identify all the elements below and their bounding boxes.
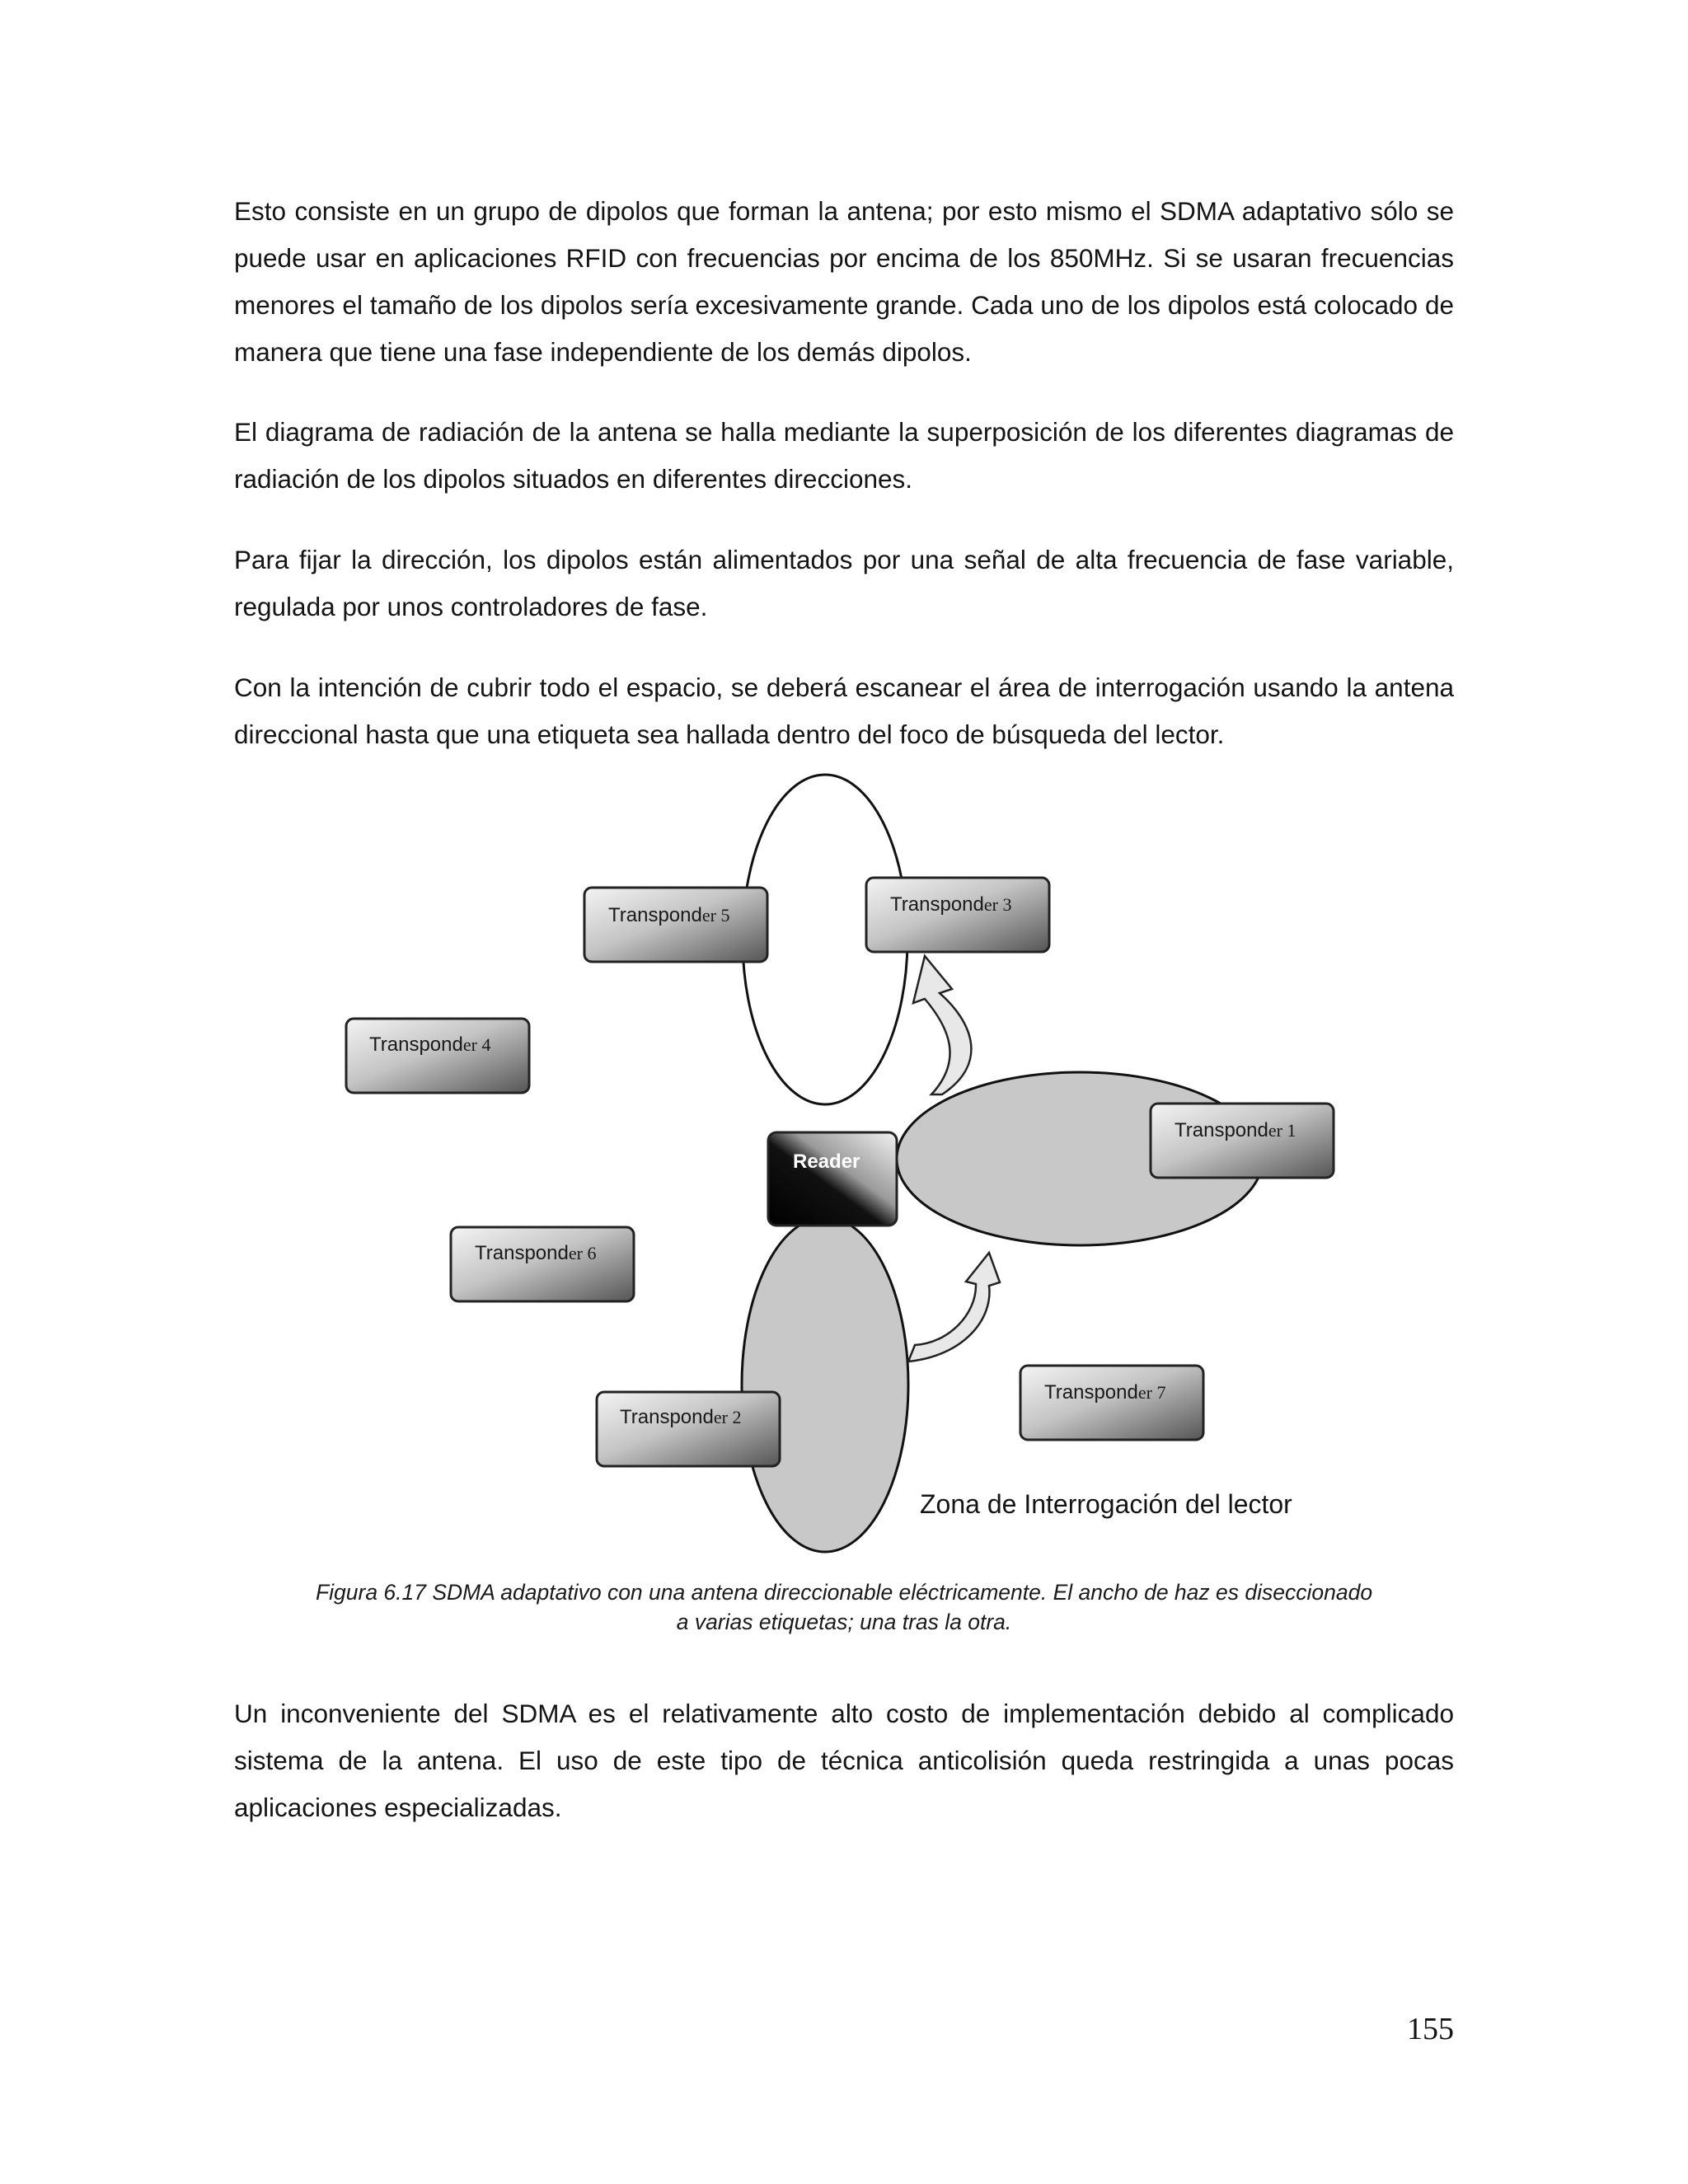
transponder-label-suffix: er [713, 1407, 728, 1427]
transponder-number: 4 [481, 1034, 491, 1055]
reader-label: Reader [793, 1151, 860, 1173]
svg-text:Transponder 3 [890, 893, 1011, 916]
svg-text:Transponder 6 [475, 1242, 596, 1264]
caption-line-2: a varias etiquetas; una tras la otra. [676, 1610, 1012, 1634]
rotation-arrow-lower [908, 1253, 1000, 1361]
transponder-box [451, 1227, 634, 1301]
transponder-number: 1 [1287, 1120, 1296, 1141]
svg-text:Transponder 1 [1175, 1119, 1296, 1141]
transponder-box [1020, 1366, 1203, 1440]
paragraph-1: Esto consiste en un grupo de dipolos que forman la antena; por esto mismo el SDMA adaptativo sólo se puede usar en aplicaciones RFID con frecuencias por encima de los 850MHz. Si se usaran frecuencias menores el tamaño de los dipolos sería excesivamente grande. Cada uno de los dipolos está colocado de manera que tiene una fase independiente de los demás dipolos. [234, 196, 1454, 367]
zone-label: Zona de Interrogación del lector [920, 1489, 1292, 1519]
paragraph-2: El diagrama de radiación de la antena se halla mediante la superposición de los diferentes diagramas de radiación de los dipolos situados en diferentes direcciones. [234, 417, 1454, 494]
paragraph-3: Para fijar la dirección, los dipolos están alimentados por una señal de alta frecuencia de fase variable, regulada por unos controladores de fase. [234, 545, 1454, 621]
rotation-arrow-upper [913, 956, 971, 1094]
figure-caption [234, 1577, 1454, 1637]
transponder-number: 2 [732, 1407, 742, 1427]
transponder-label-suffix: er [1137, 1382, 1152, 1403]
transponder-box [597, 1392, 780, 1466]
svg-text:Transponder 2 [620, 1406, 741, 1428]
transponder-label-suffix: er [983, 894, 998, 915]
transponder-number: 3 [1002, 894, 1012, 915]
transponder-box [1151, 1104, 1334, 1178]
svg-text:Transponder 7 [1044, 1381, 1165, 1404]
svg-text:Transponder 5 [608, 904, 729, 926]
reader [768, 1132, 897, 1226]
transponder-box [584, 888, 767, 962]
transponder-box [346, 1019, 529, 1093]
transponder-number: 6 [587, 1243, 597, 1263]
caption-line-1: Figura 6.17 SDMA adaptativo con una antena direccionable eléctricamente. El ancho de haz es diseccionado [315, 1580, 1373, 1605]
transponder-label-suffix: er [568, 1243, 583, 1263]
paragraph-5: Un inconveniente del SDMA es el relativamente alto costo de implementación debido al complicado sistema de la antena. El uso de este tipo de técnica anticolisión queda restringida a unas pocas aplicaciones especializadas. [234, 1699, 1454, 1822]
svg-text:Transponder 4 [369, 1033, 490, 1056]
transponder-label-suffix: er [1268, 1120, 1282, 1141]
paragraph-4: Con la intención de cubrir todo el espacio, se deberá escanear el área de interrogación usando la antena direccional hasta que una etiqueta sea hallada dentro del foco de búsqueda del lector. [234, 673, 1454, 749]
transponder-label: Transpond [1044, 1381, 1138, 1404]
transponder-label: Transpond [890, 893, 984, 916]
transponder-label-suffix: er [462, 1034, 477, 1055]
beam-bottom-shaded [742, 1217, 908, 1552]
transponder-label: Transpond [1175, 1119, 1268, 1141]
transponder-number: 5 [720, 905, 730, 926]
transponder-label: Transpond [475, 1242, 569, 1264]
transponder-label-suffix: er [701, 905, 716, 926]
transponder-label: Transpond [369, 1033, 463, 1056]
page-number: 155 [1407, 2012, 1454, 2046]
transponder-box [866, 878, 1049, 952]
transponder-label: Transpond [620, 1406, 714, 1428]
transponder-number: 7 [1156, 1382, 1166, 1403]
transponder-label: Transpond [608, 904, 702, 926]
